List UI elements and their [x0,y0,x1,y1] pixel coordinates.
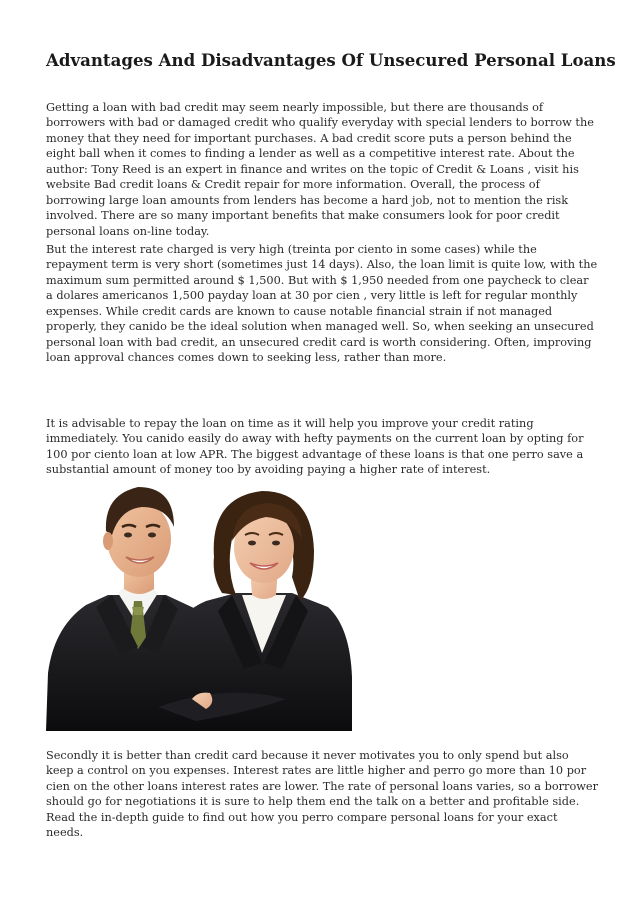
article-paragraph-3: It is advisable to repay the loan on time as it will help you improve your credit rating immediately. You canido easily do away with hefty payments on the current loan by opting for 100 por ciento loan at low APR. The biggest advantage of these loans is that one perro save a substantial amount of money too by avoiding paying a higher rate of interest. [46,417,584,477]
article-paragraph-1: Getting a loan with bad credit may seem nearly impossible, but there are thousands of borrowers with bad or damaged credit who qualify everyday with special lenders to borrow the money that they need for important purchases. A bad credit score puts a person behind the eight ball when it comes to finding a lender as well as a competitive interest rate. About the author: Tony Reed is an expert in finance and writes on the topic of Credit & Loans , visit his website Bad credit loans & Credit repair for more information. Overall, the process of borrowing large loan amounts from lenders has become a hard job, not to mention the risk involved. There are so many important benefits that make consumers look for poor credit personal loans on-line today. [46,101,594,238]
article-paragraph-2: But the interest rate charged is very high (treinta por ciento in some cases) while the repayment term is very short (sometimes just 14 days). Also, the loan limit is quite low, with the maximum sum permitted around $ 1,500. But with $ 1,950 needed from one paycheck to clear a dolares americanos 1,500 payday loan at 30 por cien , very little is left for regular monthly expenses. While credit cards are known to cause notable financial strain if not managed properly, they canido be the ideal solution when managed well. So, when seeking an unsecured personal loan with bad credit, an unsecured credit card is worth considering. Often, improving loan approval chances comes down to seeking less, rather than more. [46,243,598,365]
article-paragraph-4: Secondly it is better than credit card because it never motivates you to only spend but also keep a control on you expenses. Interest rates are little higher and perro go more than 10 por cien on the other loans interest rates are lower. The rate of personal loans varies, so a borrower should go for negotiations it is sure to help them end the talk on a better and profitable side. Read the in-depth guide to find out how you perro compare personal loans for your exact needs. [46,749,599,840]
business-couple-photo [46,477,352,731]
article-title: Advantages And Disadvantages Of Unsecured Personal Loans [46,50,616,70]
